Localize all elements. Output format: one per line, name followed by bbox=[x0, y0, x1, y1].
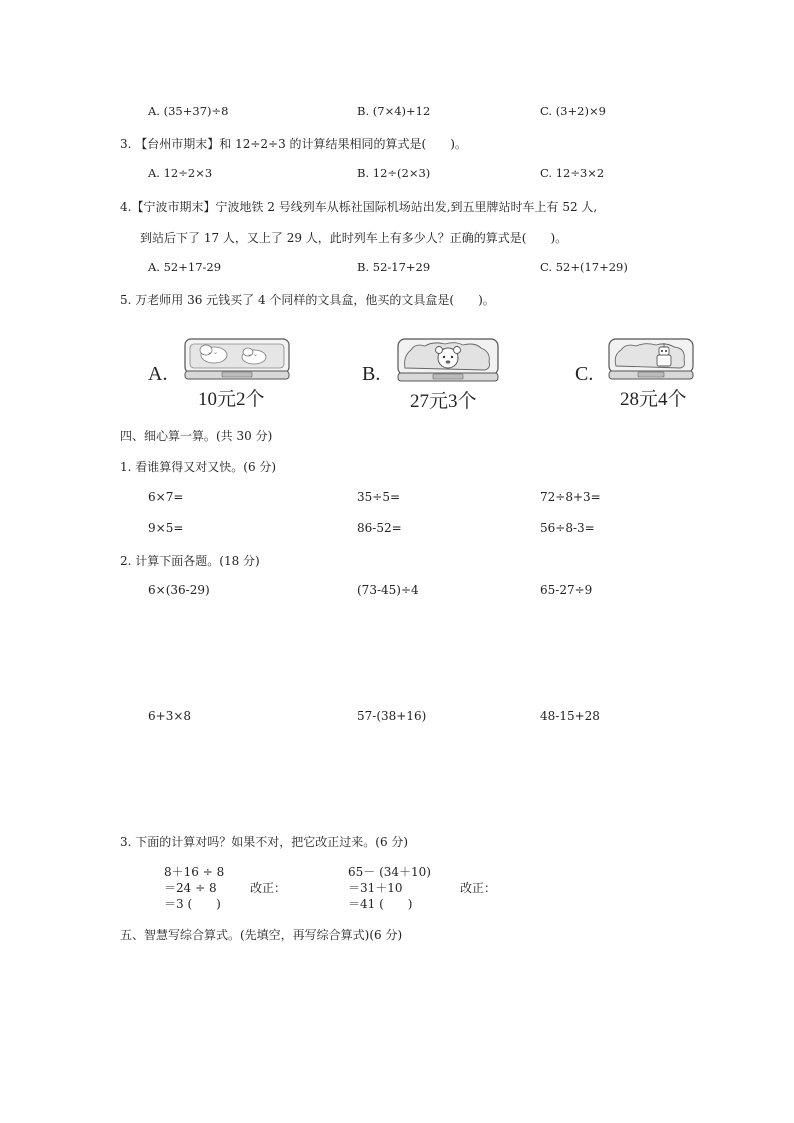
oral-calc-item: 6×7= bbox=[148, 490, 184, 504]
choice-b-caption: 27元3个 bbox=[410, 391, 477, 412]
part-3-title: 3. 下面的计算对吗？如果不对，把它改正过来。(6 分) bbox=[120, 835, 409, 849]
oral-calc-item: 9×5= bbox=[148, 521, 184, 535]
bear-pencil-case-icon bbox=[397, 338, 499, 384]
choice-a-caption: 10元2个 bbox=[198, 389, 265, 410]
section-4-title: 四、细心算一算。(共 30 分) bbox=[120, 429, 273, 443]
part-2-title: 2. 计算下面各题。(18 分) bbox=[120, 554, 260, 568]
option-b: B. 52-17+29 bbox=[357, 260, 431, 274]
choice-a-label: A. bbox=[148, 363, 168, 385]
calc-problem: 48-15+28 bbox=[540, 709, 600, 723]
calc-problem: (73-45)÷4 bbox=[357, 583, 419, 597]
oral-calc-item: 86-52= bbox=[357, 521, 402, 535]
choice-b-label: B. bbox=[362, 363, 381, 385]
right-work-line-3: ＝41 ( ) bbox=[348, 897, 413, 911]
robot-pencil-case-icon bbox=[608, 338, 694, 382]
option-a: A. 12÷2×3 bbox=[148, 166, 213, 180]
option-a: A. (35+37)÷8 bbox=[148, 104, 229, 118]
left-work-line-1: 8＋16 ÷ 8 bbox=[164, 865, 225, 879]
fix-label-left: 改正： bbox=[250, 881, 287, 895]
svg-text:˘ ˘: ˘ ˘ bbox=[208, 352, 218, 360]
oral-calc-item: 35÷5= bbox=[357, 490, 401, 504]
fix-label-right: 改正： bbox=[460, 881, 497, 895]
svg-text:˘ ˘: ˘ ˘ bbox=[248, 354, 258, 362]
oral-calc-item: 56÷8-3= bbox=[540, 521, 595, 535]
calc-problem: 6×(36-29) bbox=[148, 583, 210, 597]
right-work-line-2: ＝31＋10 bbox=[348, 881, 403, 895]
part-1-title: 1. 看谁算得又对又快。(6 分) bbox=[120, 460, 277, 474]
question-4-line-2: 到站后下了 17 人，又上了 29 人，此时列车上有多少人？正确的算式是( )。 bbox=[140, 231, 568, 245]
left-work-line-3: ＝3 ( ) bbox=[164, 897, 221, 911]
option-c: C. (3+2)×9 bbox=[540, 104, 606, 118]
oral-calc-item: 72÷8+3= bbox=[540, 490, 601, 504]
cloud-face-pencil-case-icon bbox=[184, 338, 290, 382]
section-5-title: 五、智慧写综合算式。(先填空，再写综合算式)(6 分) bbox=[120, 928, 403, 942]
question-4-line-1: 4.【宁波市期末】宁波地铁 2 号线列车从栎社国际机场站出发,到五里牌站时车上有 52 人, bbox=[120, 200, 598, 214]
option-b: B. 12÷(2×3) bbox=[357, 166, 431, 180]
calc-problem: 57-(38+16) bbox=[357, 709, 427, 723]
option-b: B. (7×4)+12 bbox=[357, 104, 431, 118]
question-3: 3. 【台州市期末】和 12÷2÷3 的计算结果相同的算式是( )。 bbox=[120, 137, 467, 151]
option-c: C. 52+(17+29) bbox=[540, 260, 628, 274]
option-a: A. 52+17-29 bbox=[148, 260, 222, 274]
right-work-line-1: 65－ (34＋10) bbox=[348, 865, 431, 879]
calc-problem: 6+3×8 bbox=[148, 709, 192, 723]
calc-problem: 65-27÷9 bbox=[540, 583, 593, 597]
choice-c-caption: 28元4个 bbox=[620, 389, 687, 410]
choice-c-label: C. bbox=[575, 363, 594, 385]
option-c: C. 12÷3×2 bbox=[540, 166, 605, 180]
left-work-line-2: ＝24 ÷ 8 bbox=[164, 881, 217, 895]
question-5: 5. 万老师用 36 元钱买了 4 个同样的文具盒，他买的文具盒是( )。 bbox=[120, 293, 495, 307]
